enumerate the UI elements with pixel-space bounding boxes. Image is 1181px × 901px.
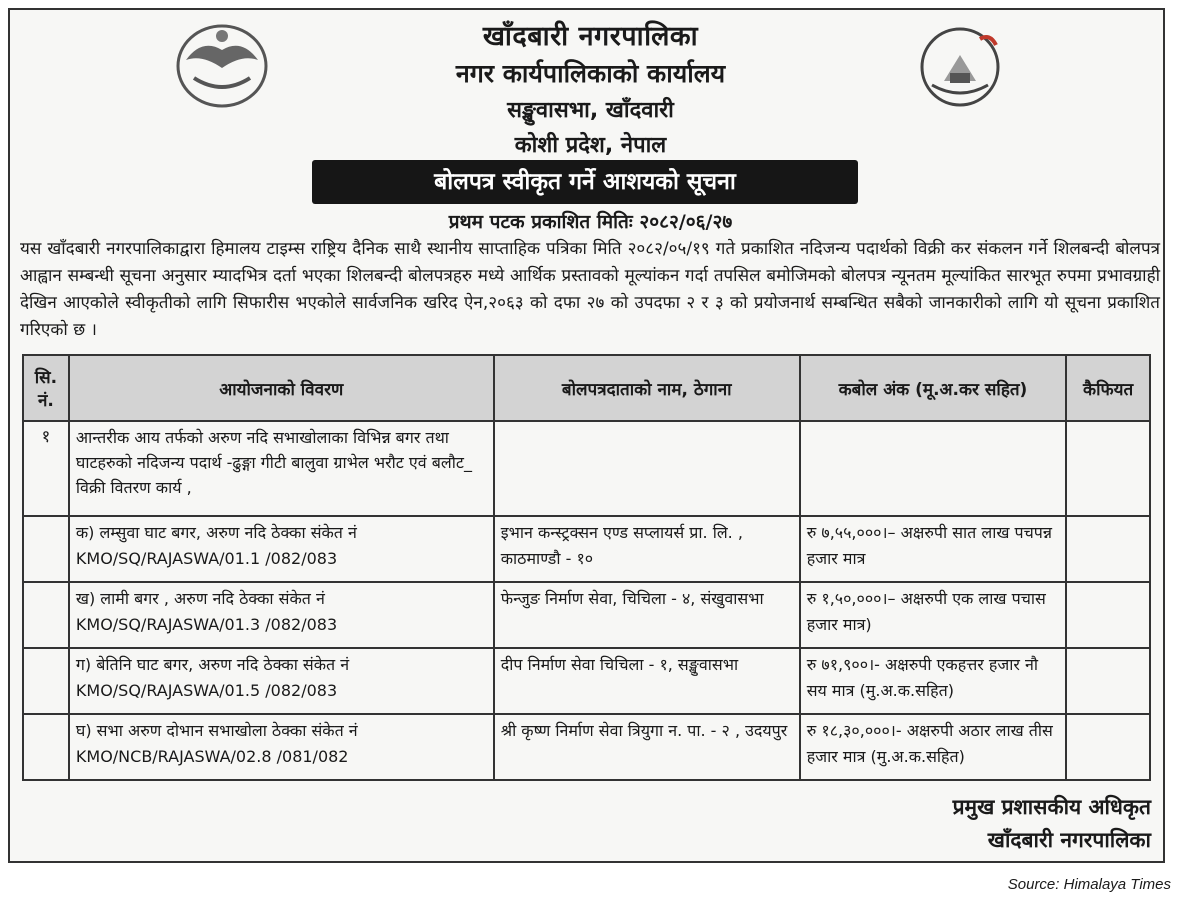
row-sn [23,648,69,714]
row-remarks [1066,582,1150,648]
office-location: सङ्खुवासभा, खाँदवारी [507,98,674,123]
table-row [23,648,1150,714]
row-description: क) लम्सुवा घाट बगर, अरुण नदि ठेक्का संकेत नं KMO/SQ/RAJASWA/01.1 /082/083 [69,516,494,582]
row-description: ग) बेतिनि घाट बगर, अरुण नदि ठेक्का संकेत नं KMO/SQ/RAJASWA/01.5 /082/083 [69,648,494,714]
row-sn [23,714,69,780]
row-bidder: दीप निर्माण सेवा चिचिला - १, सङ्खुवासभा [494,648,800,714]
row-bidder: फेन्जुङ निर्माण सेवा, चिचिला - ४, संखुवासभा [494,582,800,648]
row-remarks [1066,648,1150,714]
row-amount: रु ७,५५,०००।– अक्षरुपी सात लाख पचपन्न हजार मात्र [800,516,1066,582]
table-row [23,582,1150,648]
row-amount: रु ७१,९००।- अक्षरुपी एकहत्तर हजार नौ सय मात्र (मु.अ.क.सहित) [800,648,1066,714]
table-row [23,421,1150,516]
row-bidder: श्री कृष्ण निर्माण सेवा त्रियुगा न. पा. - २ , उदयपुर [494,714,800,780]
signatory-title: प्रमुख प्रशासकीय अधिकृत [952,795,1151,819]
table-header-row [23,355,1150,421]
table-row [23,714,1150,780]
row-sn [23,516,69,582]
municipality-name: खाँदबारी नगरपालिका [482,21,699,52]
row-sn [23,582,69,648]
table-row [23,516,1150,582]
signatory-office: खाँदबारी नगरपालिका [987,828,1151,852]
row-bidder [494,421,800,516]
header-bidder: बोलपत्रदाताको नाम, ठेगाना [494,355,800,421]
row-bidder: इभान कन्स्ट्रक्सन एण्ड सप्लायर्स प्रा. लि. , काठमाण्डौ - १० [494,516,800,582]
header-amount: कबोल अंक (मू.अ.कर सहित) [800,355,1066,421]
row-amount: रु १,५०,०००।– अक्षरुपी एक लाख पचास हजार मात्र) [800,582,1066,648]
notice-title: बोलपत्र स्वीकृत गर्ने आशयको सूचना [312,160,858,204]
row-description: आन्तरीक आय तर्फको अरुण नदि सभाखोलाका विभिन्न बगर तथा घाटहरुको नदिजन्य पदार्थ -ढुङ्गा गीटी बालुवा ग्राभेल भरौट एवं बलौट_ विक्री वितरण कार्य , [69,421,494,516]
row-sn: १ [23,421,69,516]
row-description: ख) लामी बगर , अरुण नदि ठेक्का संकेत नं KMO/SQ/RAJASWA/01.3 /082/083 [69,582,494,648]
bid-table [22,354,1151,781]
header-description: आयोजनाको विवरण [69,355,494,421]
row-remarks [1066,421,1150,516]
row-remarks [1066,714,1150,780]
office-name: नगर कार्यपालिकाको कार्यालय [455,59,726,88]
row-amount [800,421,1066,516]
header-sn: सि. नं. [23,355,69,421]
row-amount: रु १८,३०,०००।- अक्षरुपी अठार लाख तीस हजार मात्र (मु.अ.क.सहित) [800,714,1066,780]
published-date: प्रथम पटक प्रकाशित मितिः २०८२/०६/२७ [448,211,733,233]
row-remarks [1066,516,1150,582]
province-name: कोशी प्रदेश, नेपाल [514,133,667,158]
intro-paragraph: यस खाँदबारी नगरपालिकाद्वारा हिमालय टाइम्स राष्ट्रिय दैनिक साथै स्थानीय साप्ताहिक पत्रिका मिति २०८२/०५/१९ गते प्रकाशित नदिजन्य पदार्थको विक्री कर संकलन गर्ने शिलबन्दी बोलपत्र आह्वान सम्बन्धी सूचना अनुसार म्यादभित्र दर्ता भएका शिलबन्दी बोलपत्रहरु मध्ये आर्थिक प्रस्तावको मूल्यांकन गर्दा तपसिल बमोजिमको बोलपत्र न्यूनतम मूल्यांकित सारभूत रुपमा प्रभावग्राही देखिन आएकोले स्वीकृतीको लागि सिफारीस भएकोले सार्वजनिक खरिद ऐन,२०६३ को दफा २७ को उपदफा २ र ३ को प्रयोजनार्थ सम्बन्धित सबैको जानकारीको लागि यो सूचना प्रकाशित गरिएको छ । [20,239,1160,340]
header-remarks: कैफियत [1066,355,1150,421]
row-description: घ) सभा अरुण दोभान सभाखोला ठेक्का संकेत नं KMO/NCB/RAJASWA/02.8 /081/082 [69,714,494,780]
source-credit: Source: Himalaya Times [1007,876,1171,893]
